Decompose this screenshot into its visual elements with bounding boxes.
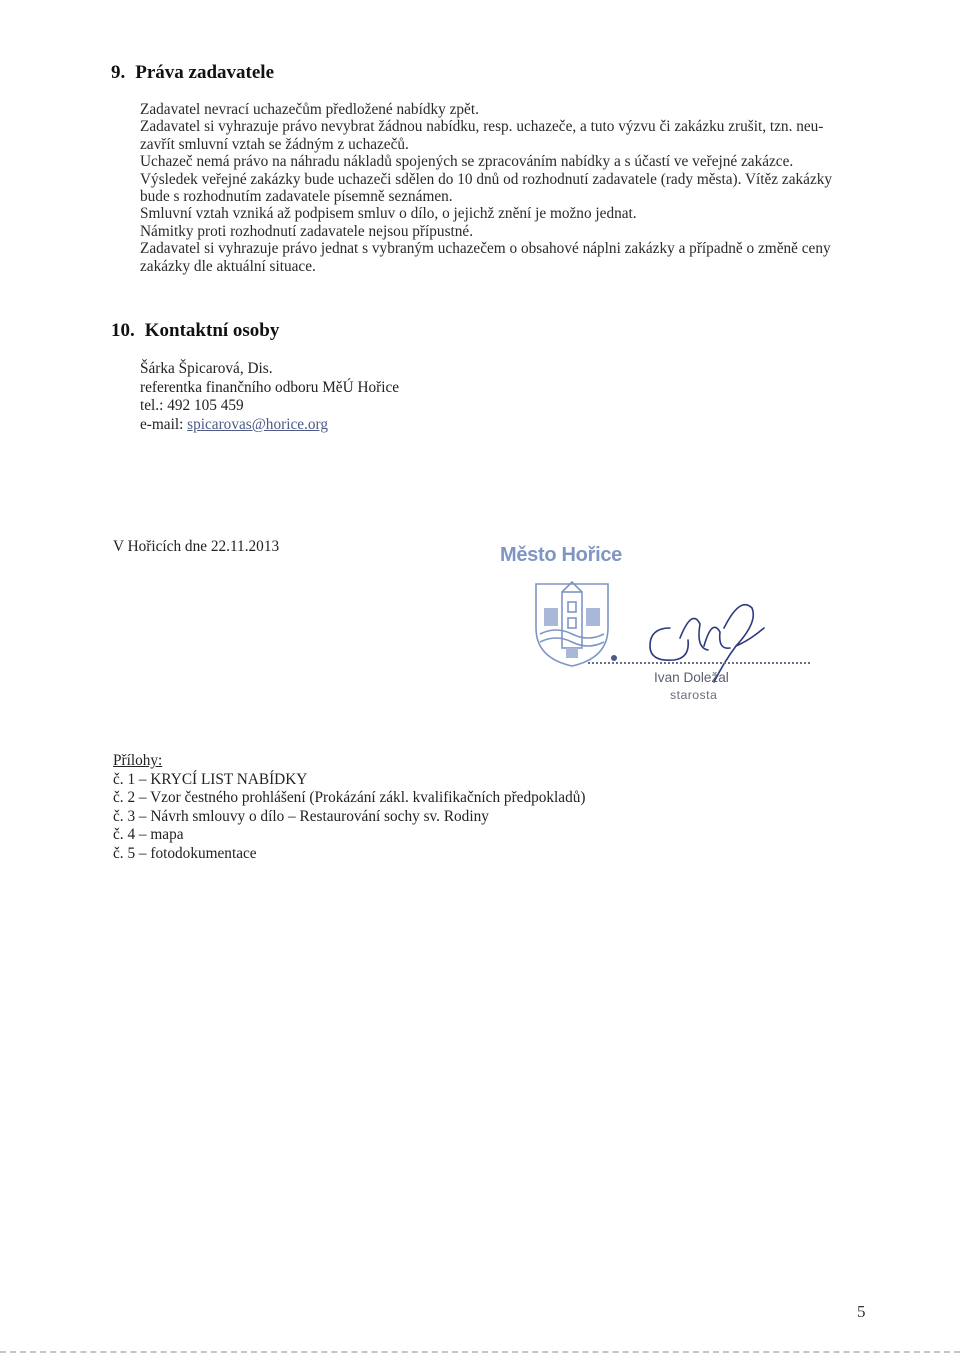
section-9-line: Uchazeč nemá právo na náhradu nákladů spojených se zpracováním nabídky a s účastí ve veřejné zakázce.: [140, 153, 794, 171]
contact-name: Šárka Špicarová, Dis.: [140, 360, 273, 377]
town-crest-stamp-icon: [526, 578, 618, 668]
section-10-title: Kontaktní osoby: [144, 320, 280, 341]
stamp-title: Město Hořice: [500, 544, 622, 566]
section-9-line: Zadavatel si vyhrazuje právo nevybrat žádnou nabídku, resp. uchazeče, a tuto výzvu či zakázku zrušit, tzn. neu-: [140, 118, 824, 136]
section-9-title: Práva zadavatele: [135, 62, 275, 83]
place-date: V Hořicích dne 22.11.2013: [113, 538, 280, 555]
signer-name: Ivan Doležal: [654, 670, 729, 685]
contact-email-link[interactable]: spicarovas@horice.org: [187, 415, 328, 433]
section-9-line: Zadavatel si vyhrazuje právo jednat s vybraným uchazečem o obsahové náplni zakázky a případně o změně ceny: [140, 240, 831, 258]
contact-phone: tel.: 492 105 459: [140, 397, 244, 415]
attachment-item: č. 1 – KRYCÍ LIST NABÍDKY: [113, 770, 308, 788]
section-9-body: [140, 101, 880, 275]
signature-dotted-line: [588, 662, 810, 664]
attachment-item: č. 5 – fotodokumentace: [113, 844, 257, 862]
signer-role: starosta: [670, 688, 718, 702]
scan-bottom-edge: [0, 1351, 960, 1353]
contact-email-row: [140, 416, 399, 435]
section-9-number: 9.: [111, 62, 126, 83]
section-9-line: zavřít smluvní vztah se žádným z uchazečů.: [140, 135, 409, 153]
attachment-item: č. 2 – Vzor čestného prohlášení (Prokázání zákl. kvalifikačních předpokladů): [113, 789, 586, 806]
attachment-item: č. 3 – Návrh smlouvy o dílo – Restaurování sochy sv. Rodiny: [113, 807, 489, 825]
section-9-line: Námitky proti rozhodnutí zadavatele nejsou přípustné.: [140, 222, 474, 240]
section-10-heading: [111, 320, 279, 342]
attachments-block: [113, 752, 585, 863]
contact-position: referentka finančního odboru MěÚ Hořice: [140, 378, 400, 396]
section-9-heading: [111, 62, 274, 84]
section-9-line: bude s rozhodnutím zadavatele písemně seznámen.: [140, 188, 453, 206]
section-9-line: Zadavatel nevrací uchazečům předložené nabídky zpět.: [140, 101, 479, 118]
attachments-title: Přílohy:: [113, 752, 163, 769]
section-9-line: Výsledek veřejné zakázky bude uchazeči sdělen do 10 dnů od rozhodnutí zadavatele (rady města). Vítěz zakázky: [140, 170, 833, 188]
contact-block: [140, 360, 399, 434]
page-number: 5: [857, 1302, 866, 1321]
section-9-line: Smluvní vztah vzniká až podpisem smluv o dílo, o jejichž znění je možno jednat.: [140, 205, 637, 223]
section-10-number: 10.: [111, 320, 135, 341]
attachment-item: č. 4 – mapa: [113, 826, 184, 843]
section-9-line: zakázky dle aktuální situace.: [140, 257, 316, 275]
contact-email-label: e-mail:: [140, 415, 188, 433]
